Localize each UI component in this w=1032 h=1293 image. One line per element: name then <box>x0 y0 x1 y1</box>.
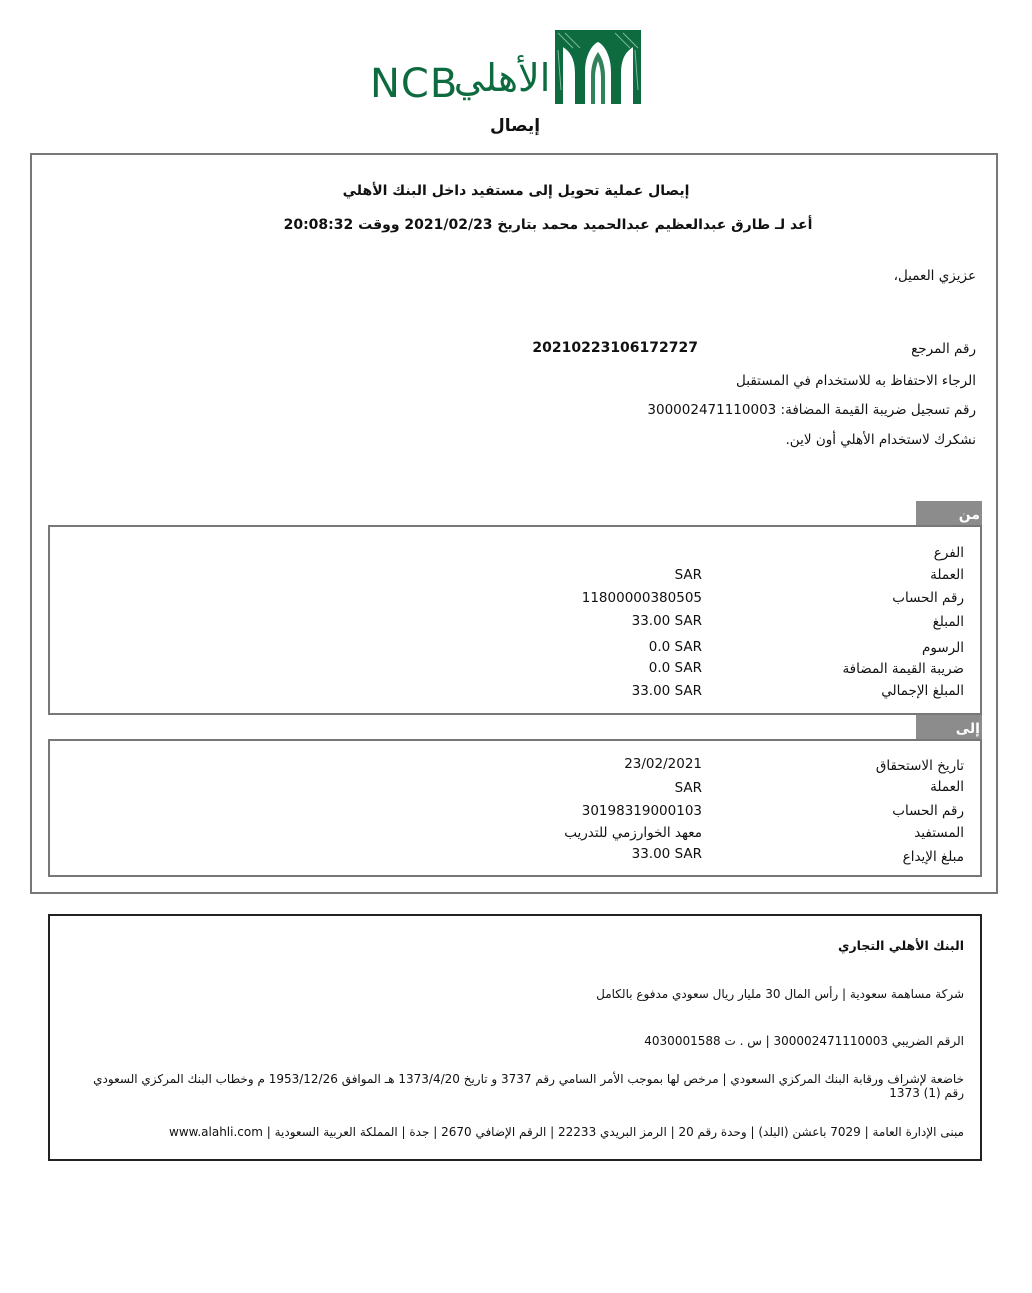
from-section <box>48 525 982 715</box>
keep-note: الرجاء الاحتفاظ به للاستخدام في المستقبل <box>736 373 976 389</box>
from-vat-label: ضريبة القيمة المضافة <box>842 661 964 677</box>
receipt-title: إيصال <box>489 116 541 136</box>
from-currency-value: SAR <box>674 567 702 583</box>
footer-address: مبنى الإدارة العامة | 7029 باعشن (البلد) | وحدة رقم 20 | الرمز البريدي 22233 | الرقم الإضافي 2670 | جدة | المملكة العربية السعودية | www.alahli.com <box>169 1125 964 1139</box>
to-section <box>48 739 982 877</box>
to-account-label: رقم الحساب <box>892 803 964 819</box>
from-section-tab: من <box>916 501 982 525</box>
logo-arabic-text: الأهلي <box>453 56 551 100</box>
to-currency-value: SAR <box>674 780 702 796</box>
to-beneficiary-value: معهد الخوارزمي للتدريب <box>564 825 702 841</box>
footer-company-info: شركة مساهمة سعودية | رأس المال 30 مليار ريال سعودي مدفوع بالكامل <box>596 987 964 1001</box>
from-vat-value: 0.0 SAR <box>648 660 702 676</box>
from-branch-label: الفرع <box>933 545 964 561</box>
bank-info-footer <box>48 914 982 1161</box>
thanks-message: نشكرك لاستخدام الأهلي أون لاين. <box>785 432 976 448</box>
from-currency-label: العملة <box>930 567 964 583</box>
to-currency-label: العملة <box>930 779 964 795</box>
logo-latin-text: NCB <box>370 61 459 107</box>
from-fees-label: الرسوم <box>922 640 964 656</box>
from-account-label: رقم الحساب <box>892 590 964 606</box>
greeting: عزيزي العميل، <box>893 268 976 284</box>
to-deposit-amount-label: مبلغ الإيداع <box>902 849 964 865</box>
from-amount-value: 33.00 SAR <box>631 613 702 629</box>
from-account-value: 11800000380505 <box>581 590 702 606</box>
footer-bank-name: البنك الأهلي التجاري <box>838 938 964 953</box>
from-fees-value: 0.0 SAR <box>648 639 702 655</box>
from-total-label: المبلغ الإجمالي <box>881 683 964 699</box>
to-beneficiary-label: المستفيد <box>914 825 964 841</box>
ncb-arch-logo-icon <box>555 30 641 104</box>
reference-label: رقم المرجع <box>911 341 976 357</box>
to-account-value: 30198319000103 <box>581 803 702 819</box>
receipt-heading: إيصال عملية تحويل إلى مستفيد داخل البنك الأهلي <box>342 183 690 199</box>
reference-number: 20210223106172727 <box>532 340 698 356</box>
from-amount-label: المبلغ <box>932 614 964 630</box>
footer-tax-cr: الرقم الضريبي 300002471110003 | س . ت 4030001588 <box>644 1034 964 1048</box>
prepared-for-line: أعد لـ طارق عبدالعظيم عبدالحميد محمد بتاريخ 2021/02/23 ووقت 20:08:32 <box>283 217 813 233</box>
bank-logo <box>370 30 640 108</box>
to-section-tab: إلى <box>916 715 982 739</box>
from-total-value: 33.00 SAR <box>631 683 702 699</box>
receipt-frame <box>30 153 998 894</box>
to-due-date-label: تاريخ الاستحقاق <box>875 758 964 774</box>
to-deposit-amount-value: 33.00 SAR <box>631 846 702 862</box>
to-due-date-value: 23/02/2021 <box>624 756 702 772</box>
footer-license: خاضعة لإشراف ورقابة البنك المركزي السعودي | مرخص لها بموجب الأمر السامي رقم 3737 و تاريخ 1373/4/20 هـ الموافق 1953/12/26 م وخطاب البنك المركزي السعودي رقم (1) 1373 <box>93 1072 964 1100</box>
vat-registration: رقم تسجيل ضريبة القيمة المضافة: 300002471110003 <box>647 402 976 418</box>
